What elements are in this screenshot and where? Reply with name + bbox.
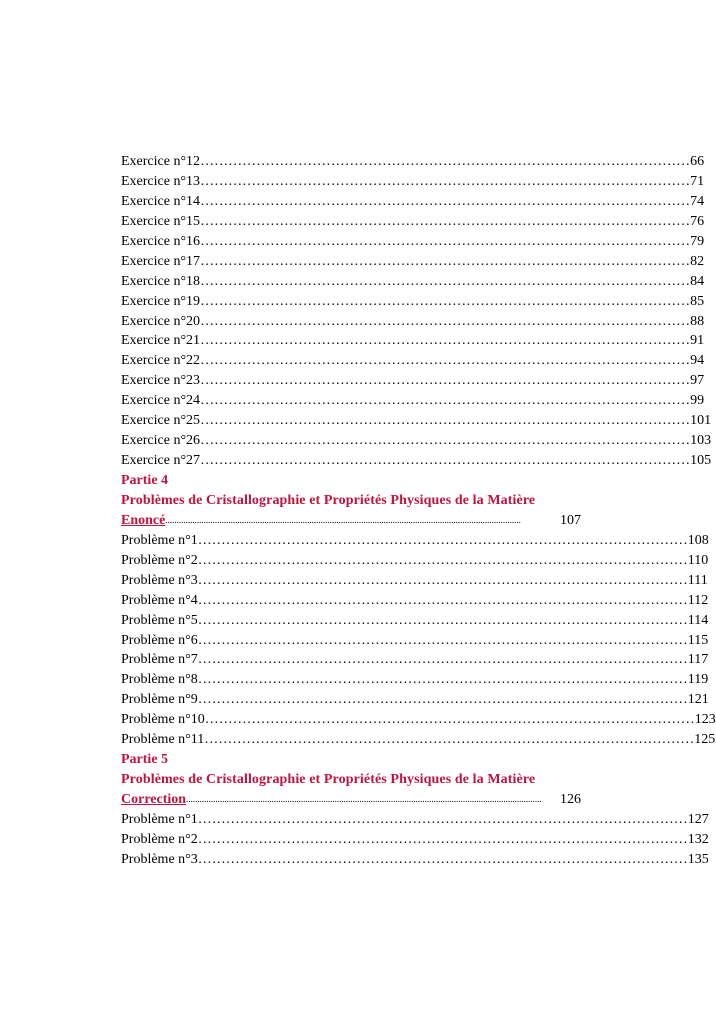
toc-entry-page: 115 bbox=[687, 632, 709, 648]
toc-entry[interactable] bbox=[121, 571, 708, 591]
toc-entry[interactable] bbox=[121, 232, 705, 252]
toc-entry-page: 101 bbox=[690, 413, 712, 429]
toc-entry-label: Problème n°5 bbox=[121, 612, 198, 628]
leader-dots: …………………………………………………………………………………………… bbox=[197, 831, 688, 847]
leader-dots: .............................................................................................................................................................. bbox=[165, 514, 521, 525]
leader-dots: …………………………………………………………………………………………… bbox=[197, 532, 688, 548]
toc-entry-page: 103 bbox=[690, 433, 712, 449]
part4-problem-list bbox=[121, 531, 716, 750]
toc-entry-page: 84 bbox=[690, 273, 705, 289]
toc-entry-label: Problème n°9 bbox=[121, 692, 198, 708]
toc-entry-page: 127 bbox=[687, 811, 709, 827]
toc-entry-label: Problème n°8 bbox=[121, 672, 198, 688]
toc-entry-label: Problème n°4 bbox=[121, 592, 198, 608]
leader-dots: …………………………………………………………………………………………… bbox=[200, 253, 691, 269]
leader-dots: …………………………………………………………………………………………… bbox=[200, 453, 691, 469]
part5-section-label: Correction bbox=[121, 792, 187, 807]
leader-dots: …………………………………………………………………………………………… bbox=[204, 732, 695, 748]
toc-entry[interactable] bbox=[121, 172, 705, 192]
leader-dots: …………………………………………………………………………………………… bbox=[200, 433, 691, 449]
toc-entry-label: Exercice n°24 bbox=[121, 393, 201, 409]
toc-entry[interactable] bbox=[121, 830, 709, 850]
leader-dots: …………………………………………………………………………………………… bbox=[197, 572, 688, 588]
toc-entry-page: 117 bbox=[687, 652, 709, 668]
toc-entry-label: Exercice n°22 bbox=[121, 353, 201, 369]
toc-entry-label: Exercice n°19 bbox=[121, 293, 201, 309]
toc-entry[interactable] bbox=[121, 730, 716, 750]
toc-entry-page: 97 bbox=[690, 373, 705, 389]
toc-entry-label: Exercice n°12 bbox=[121, 154, 201, 169]
part4-section-page: 107 bbox=[560, 512, 581, 528]
leader-dots: …………………………………………………………………………………………… bbox=[200, 313, 691, 329]
toc-entry-page: 132 bbox=[687, 831, 709, 847]
toc-entry-label: Problème n°7 bbox=[121, 652, 198, 668]
toc-entry[interactable] bbox=[121, 611, 709, 631]
toc-entry-label: Exercice n°25 bbox=[121, 413, 201, 429]
exercise-list bbox=[121, 152, 712, 471]
leader-dots: …………………………………………………………………………………………… bbox=[200, 154, 691, 169]
leader-dots: …………………………………………………………………………………………… bbox=[200, 273, 691, 289]
leader-dots: …………………………………………………………………………………………… bbox=[197, 811, 688, 827]
toc-entry-page: 105 bbox=[690, 453, 712, 469]
leader-dots: …………………………………………………………………………………………… bbox=[197, 851, 688, 867]
part5-problem-list bbox=[121, 810, 709, 870]
toc-entry-label: Exercice n°13 bbox=[121, 173, 201, 189]
leader-dots: …………………………………………………………………………………………… bbox=[200, 173, 691, 189]
leader-dots: …………………………………………………………………………………………… bbox=[197, 552, 688, 568]
part5-section-entry[interactable] bbox=[121, 790, 581, 810]
toc-entry-page: 99 bbox=[690, 393, 705, 409]
toc-entry-page: 94 bbox=[690, 353, 705, 369]
toc-entry-label: Exercice n°26 bbox=[121, 433, 201, 449]
leader-dots: …………………………………………………………………………………………… bbox=[200, 193, 691, 209]
leader-dots: …………………………………………………………………………………………… bbox=[197, 692, 688, 708]
toc-entry[interactable] bbox=[121, 411, 712, 431]
leader-dots: …………………………………………………………………………………………… bbox=[197, 652, 688, 668]
toc-entry[interactable] bbox=[121, 212, 705, 232]
toc-entry[interactable] bbox=[121, 850, 709, 870]
toc-entry-label: Problème n°6 bbox=[121, 632, 198, 648]
leader-dots: …………………………………………………………………………………………… bbox=[200, 353, 691, 369]
toc-entry-page: 119 bbox=[687, 672, 709, 688]
leader-dots: …………………………………………………………………………………………… bbox=[204, 712, 695, 728]
toc-entry-page: 111 bbox=[687, 572, 708, 588]
toc-entry-page: 66 bbox=[690, 154, 705, 169]
toc-entry[interactable] bbox=[121, 431, 712, 451]
toc-entry-page: 76 bbox=[690, 213, 705, 229]
toc-entry-page: 135 bbox=[687, 851, 709, 867]
toc-entry-page: 71 bbox=[690, 173, 705, 189]
leader-dots: .............................................................................................................................................................. bbox=[186, 794, 542, 804]
part4-section-entry[interactable] bbox=[121, 511, 581, 531]
toc-entry[interactable] bbox=[121, 551, 709, 571]
toc-entry[interactable] bbox=[121, 371, 705, 391]
toc-entry-page: 108 bbox=[687, 532, 709, 548]
toc-entry-page: 112 bbox=[687, 592, 709, 608]
toc-entry-page: 91 bbox=[690, 333, 705, 349]
toc-entry[interactable] bbox=[121, 312, 705, 332]
toc-entry-label: Problème n°10 bbox=[121, 712, 205, 728]
part5-section-page: 126 bbox=[560, 792, 581, 807]
toc-entry[interactable] bbox=[121, 631, 709, 651]
toc-entry-label: Problème n°3 bbox=[121, 851, 198, 867]
leader-dots: …………………………………………………………………………………………… bbox=[200, 393, 691, 409]
toc-entry-label: Exercice n°21 bbox=[121, 333, 201, 349]
part4-title: Partie 4 bbox=[121, 473, 169, 488]
toc-entry-label: Exercice n°17 bbox=[121, 253, 201, 269]
toc-entry-page: 88 bbox=[690, 313, 705, 329]
toc-entry[interactable] bbox=[121, 670, 709, 690]
toc-entry-label: Exercice n°15 bbox=[121, 213, 201, 229]
toc-entry[interactable] bbox=[121, 591, 709, 611]
part5-title: Partie 5 bbox=[121, 752, 169, 768]
toc-entry-label: Problème n°1 bbox=[121, 811, 198, 827]
toc-entry-label: Problème n°2 bbox=[121, 831, 198, 847]
toc-entry-page: 85 bbox=[690, 293, 705, 309]
toc-entry[interactable] bbox=[121, 650, 709, 670]
leader-dots: …………………………………………………………………………………………… bbox=[197, 672, 688, 688]
toc-entry-label: Exercice n°16 bbox=[121, 233, 201, 249]
toc-entry-label: Exercice n°23 bbox=[121, 373, 201, 389]
toc-entry-page: 74 bbox=[690, 193, 705, 209]
toc-entry[interactable] bbox=[121, 292, 705, 312]
leader-dots: …………………………………………………………………………………………… bbox=[200, 293, 691, 309]
part4-subtitle: Problèmes de Cristallographie et Propriétés Physiques de la Matière bbox=[121, 492, 536, 508]
leader-dots: …………………………………………………………………………………………… bbox=[200, 213, 691, 229]
toc-entry[interactable] bbox=[121, 152, 705, 172]
part5-subtitle: Problèmes de Cristallographie et Propriétés Physiques de la Matière bbox=[121, 772, 536, 788]
part4-section-label: Enoncé bbox=[121, 512, 166, 528]
toc-entry-label: Problème n°3 bbox=[121, 572, 198, 588]
leader-dots: …………………………………………………………………………………………… bbox=[197, 592, 688, 608]
toc-entry-label: Exercice n°27 bbox=[121, 453, 201, 469]
toc-entry[interactable] bbox=[121, 810, 709, 830]
toc-entry-page: 110 bbox=[687, 552, 709, 568]
leader-dots: …………………………………………………………………………………………… bbox=[200, 373, 691, 389]
toc-entry[interactable] bbox=[121, 531, 709, 551]
toc-entry[interactable] bbox=[121, 391, 705, 411]
leader-dots: …………………………………………………………………………………………… bbox=[197, 612, 688, 628]
toc-entry[interactable] bbox=[121, 710, 716, 730]
leader-dots: …………………………………………………………………………………………… bbox=[197, 632, 688, 648]
toc-entry-label: Exercice n°14 bbox=[121, 193, 201, 209]
toc-entry-page: 82 bbox=[690, 253, 705, 269]
toc-entry-label: Exercice n°18 bbox=[121, 273, 201, 289]
toc-entry[interactable] bbox=[121, 690, 709, 710]
toc-entry-label: Problème n°11 bbox=[121, 732, 205, 748]
toc-entry-label: Problème n°2 bbox=[121, 552, 198, 568]
leader-dots: …………………………………………………………………………………………… bbox=[200, 333, 691, 349]
toc-entry-label: Problème n°1 bbox=[121, 532, 198, 548]
toc-entry[interactable] bbox=[121, 331, 705, 351]
toc-entry-page: 121 bbox=[687, 692, 709, 708]
toc-entry-page: 123 bbox=[694, 712, 716, 728]
leader-dots: …………………………………………………………………………………………… bbox=[200, 413, 691, 429]
toc-entry[interactable] bbox=[121, 192, 705, 212]
toc-entry-page: 114 bbox=[687, 612, 709, 628]
toc-entry[interactable] bbox=[121, 252, 705, 272]
toc-entry-page: 79 bbox=[690, 233, 705, 249]
toc-entry[interactable] bbox=[121, 451, 712, 471]
toc-entry[interactable] bbox=[121, 351, 705, 371]
toc-entry-label: Exercice n°20 bbox=[121, 313, 201, 329]
toc-entry-page: 125 bbox=[694, 732, 716, 748]
leader-dots: …………………………………………………………………………………………… bbox=[200, 233, 691, 249]
table-of-contents bbox=[121, 152, 716, 870]
toc-entry[interactable] bbox=[121, 272, 705, 292]
